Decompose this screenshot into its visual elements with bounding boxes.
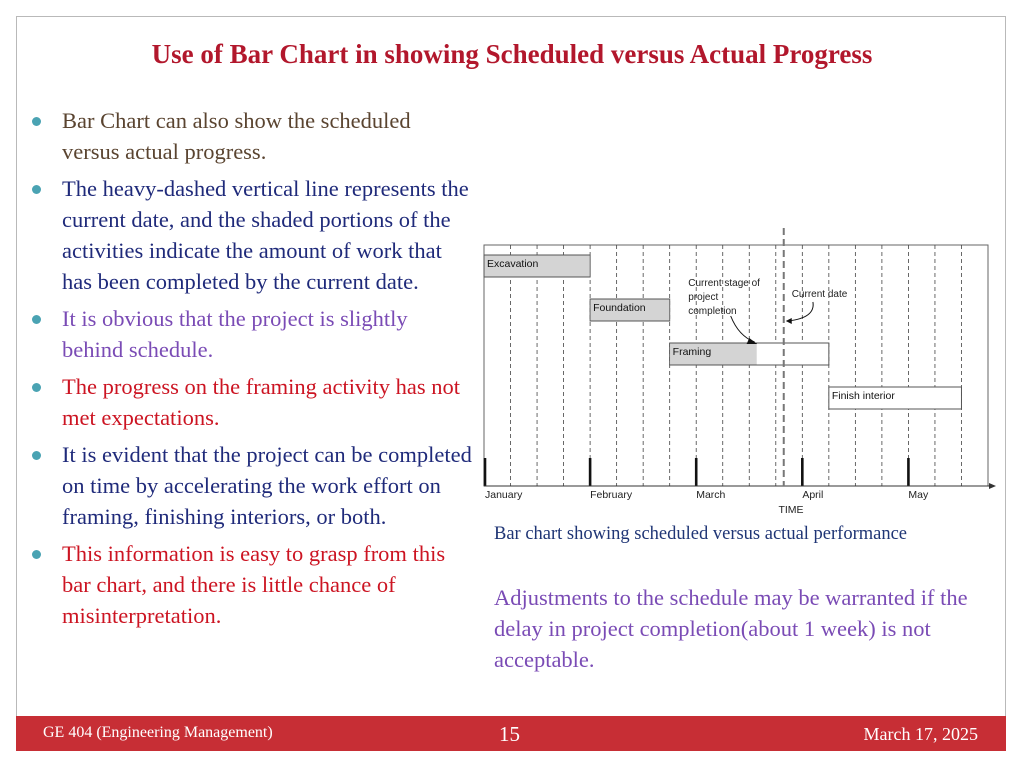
bullet-dot-icon bbox=[32, 185, 41, 194]
annotation-line: completion bbox=[688, 306, 737, 317]
axis-arrow-icon bbox=[989, 483, 996, 489]
month-label: February bbox=[590, 489, 633, 501]
bullet-dot-icon bbox=[32, 550, 41, 559]
bullet-text: Bar Chart can also show the scheduled versus actual progress. bbox=[62, 108, 411, 164]
footer-date: March 17, 2025 bbox=[863, 724, 978, 744]
bullet-text: It is obvious that the project is slightly behind schedule. bbox=[62, 306, 408, 362]
slide-title: Use of Bar Chart in showing Scheduled versus Actual Progress bbox=[151, 39, 873, 69]
month-label: May bbox=[908, 489, 929, 501]
schedule-note: Adjustments to the schedule may be warranted if the delay in project completion(about 1 week) is not acceptable. bbox=[494, 585, 968, 672]
annotation-line: Current stage of bbox=[688, 278, 760, 289]
bullet-dot-icon bbox=[32, 117, 41, 126]
task-label: Framing bbox=[672, 346, 712, 358]
annotation-line: project bbox=[688, 292, 719, 303]
bullet-item bbox=[32, 105, 472, 167]
bullet-text: This information is easy to grasp from this bar chart, and there is little chance of misinterpretation. bbox=[62, 541, 446, 628]
bullet-item bbox=[32, 173, 472, 297]
arrow-head-icon bbox=[786, 318, 792, 324]
bullet-item bbox=[32, 371, 472, 433]
month-label: April bbox=[802, 489, 824, 501]
footer-bar bbox=[16, 716, 1006, 751]
month-label: January bbox=[485, 489, 523, 501]
bullet-item bbox=[32, 303, 472, 365]
annotation-current-date: Current date bbox=[791, 289, 848, 300]
month-label: March bbox=[696, 489, 726, 501]
bullet-dot-icon bbox=[32, 383, 41, 392]
bullet-text: The progress on the framing activity has not met expectations. bbox=[62, 374, 461, 430]
bullet-item bbox=[32, 439, 472, 532]
annotation-arrow bbox=[731, 316, 755, 342]
page-number: 15 bbox=[499, 722, 520, 746]
bullet-list bbox=[32, 105, 472, 637]
task-label: Excavation bbox=[487, 258, 539, 270]
task-label: Finish interior bbox=[831, 390, 895, 402]
footer-course: GE 404 (Engineering Management) bbox=[43, 724, 273, 741]
chart-caption: Bar chart showing scheduled versus actual performance bbox=[494, 524, 908, 544]
bullet-text: The heavy-dashed vertical line represents the current date, and the shaded portions of the activities indicate the amount of work that has been completed by the current date. bbox=[62, 176, 469, 294]
task-label: Foundation bbox=[593, 302, 646, 314]
schedule-bar-chart bbox=[478, 228, 996, 526]
bullet-text: It is evident that the project can be completed on time by accelerating the work effort on framing, finishing interiors, or both. bbox=[62, 442, 472, 529]
bullet-dot-icon bbox=[32, 451, 41, 460]
bullet-item bbox=[32, 538, 472, 631]
axis-title: TIME bbox=[778, 504, 804, 516]
bullet-dot-icon bbox=[32, 315, 41, 324]
